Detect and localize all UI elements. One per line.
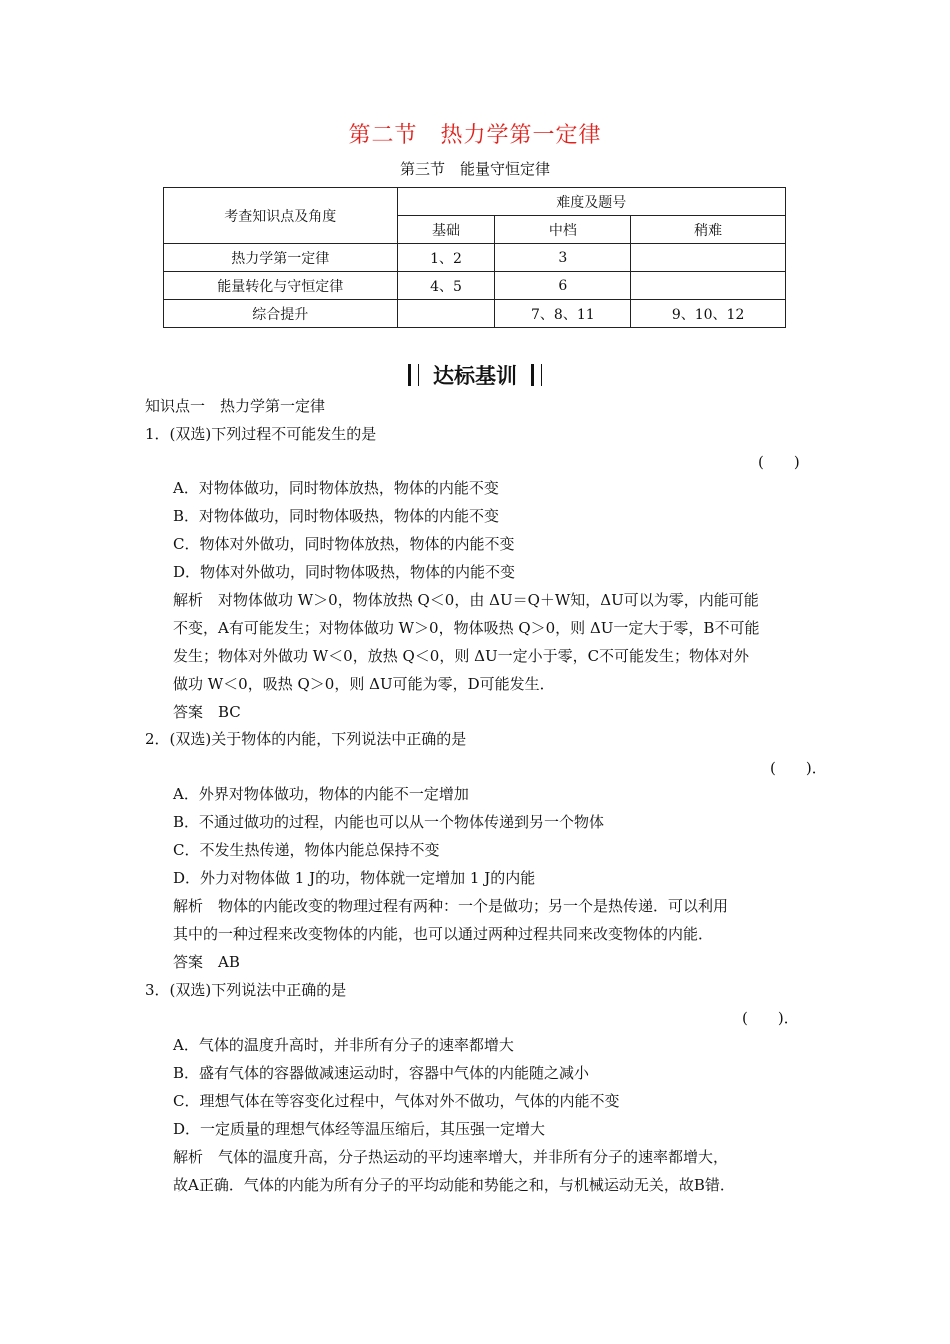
option-a: A．外界对物体做功，物体的内能不一定增加 [173, 785, 469, 803]
answer-line: 答案 AB [173, 953, 240, 971]
banner-left-bar [408, 364, 419, 386]
option-c: C．物体对外做功，同时物体放热，物体的内能不变 [173, 535, 515, 553]
table-row [164, 300, 786, 328]
option-c: C．理想气体在等容变化过程中，气体对外不做功，气体的内能不变 [173, 1092, 620, 1110]
analysis-line: 不变，A有可能发生；对物体做功 W＞0，物体吸热 Q＞0，则 ΔU一定大于零，B不可能 [173, 619, 760, 637]
answer-paren: ( )． [742, 1009, 799, 1027]
row-cell: 4、5 [397, 272, 495, 300]
table-corner-header: 考查知识点及角度 [164, 188, 398, 244]
row-cell [631, 244, 786, 272]
question-stem: 3．(双选)下列说法中正确的是 [145, 981, 347, 999]
row-topic: 能量转化与守恒定律 [164, 272, 398, 300]
level-header-medium: 中档 [495, 216, 631, 244]
analysis-line: 做功 W＜0，吸热 Q＞0，则 ΔU可能为零，D可能发生． [173, 675, 555, 693]
row-cell: 9、10、12 [631, 300, 786, 328]
table-header-row [164, 188, 786, 216]
analysis-line: 解析 气体的温度升高，分子热运动的平均速率增大，并非所有分子的速率都增大， [173, 1148, 729, 1166]
section-banner [0, 360, 950, 390]
knowledge-point-heading: 知识点一 热力学第一定律 [145, 397, 326, 415]
level-header-basic: 基础 [397, 216, 495, 244]
row-cell: 6 [495, 272, 631, 300]
option-d: D．外力对物体做 1 J的功，物体就一定增加 1 J的内能 [173, 869, 536, 887]
level-header-hard: 稍难 [631, 216, 786, 244]
option-b: B．盛有气体的容器做减速运动时，容器中气体的内能随之减小 [173, 1064, 590, 1082]
page-subtitle: 第三节 能量守恒定律 [399, 160, 550, 178]
answer-paren: ( )． [770, 759, 827, 777]
answer-paren: ( ) [758, 453, 800, 471]
row-cell: 1、2 [397, 244, 495, 272]
table-row [164, 272, 786, 300]
option-b: B．对物体做功，同时物体吸热，物体的内能不变 [173, 507, 500, 525]
row-topic: 综合提升 [164, 300, 398, 328]
option-a: A．气体的温度升高时，并非所有分子的速率都增大 [173, 1036, 514, 1054]
row-cell: 3 [495, 244, 631, 272]
option-d: D．一定质量的理想气体经等温压缩后，其压强一定增大 [173, 1120, 546, 1138]
option-b: B．不通过做功的过程，内能也可以从一个物体传递到另一个物体 [173, 813, 605, 831]
row-cell [397, 300, 495, 328]
row-cell [631, 272, 786, 300]
knowledge-matrix-table [163, 187, 786, 328]
banner-right-bar [531, 364, 542, 386]
option-d: D．物体对外做功，同时物体吸热，物体的内能不变 [173, 563, 516, 581]
analysis-line: 解析 物体的内能改变的物理过程有两种：一个是做功；另一个是热传递．可以利用 [173, 897, 729, 915]
analysis-line: 其中的一种过程来改变物体的内能，也可以通过两种过程共同来改变物体的内能． [173, 925, 714, 943]
analysis-line: 发生；物体对外做功 W＜0，放热 Q＜0，则 ΔU一定小于零，C不可能发生；物体对外 [173, 647, 750, 665]
row-topic: 热力学第一定律 [164, 244, 398, 272]
table-group-header: 难度及题号 [397, 188, 785, 216]
row-cell: 7、8、11 [495, 300, 631, 328]
table-row [164, 244, 786, 272]
question-stem: 2．(双选)关于物体的内能，下列说法中正确的是 [145, 730, 467, 748]
page-title: 第二节 热力学第一定律 [348, 123, 602, 148]
analysis-line: 故A正确．气体的内能为所有分子的平均动能和势能之和，与机械运动无关，故B错． [173, 1176, 735, 1194]
option-a: A．对物体做功，同时物体放热，物体的内能不变 [173, 479, 499, 497]
section-banner-label: 达标基训 [433, 364, 517, 388]
question-stem: 1．(双选)下列过程不可能发生的是 [145, 425, 377, 443]
analysis-line: 解析 对物体做功 W＞0，物体放热 Q＜0，由 ΔU＝Q＋W知，ΔU可以为零，内能可能 [173, 591, 759, 609]
answer-line: 答案 BC [173, 703, 241, 721]
option-c: C．不发生热传递，物体内能总保持不变 [173, 841, 440, 859]
